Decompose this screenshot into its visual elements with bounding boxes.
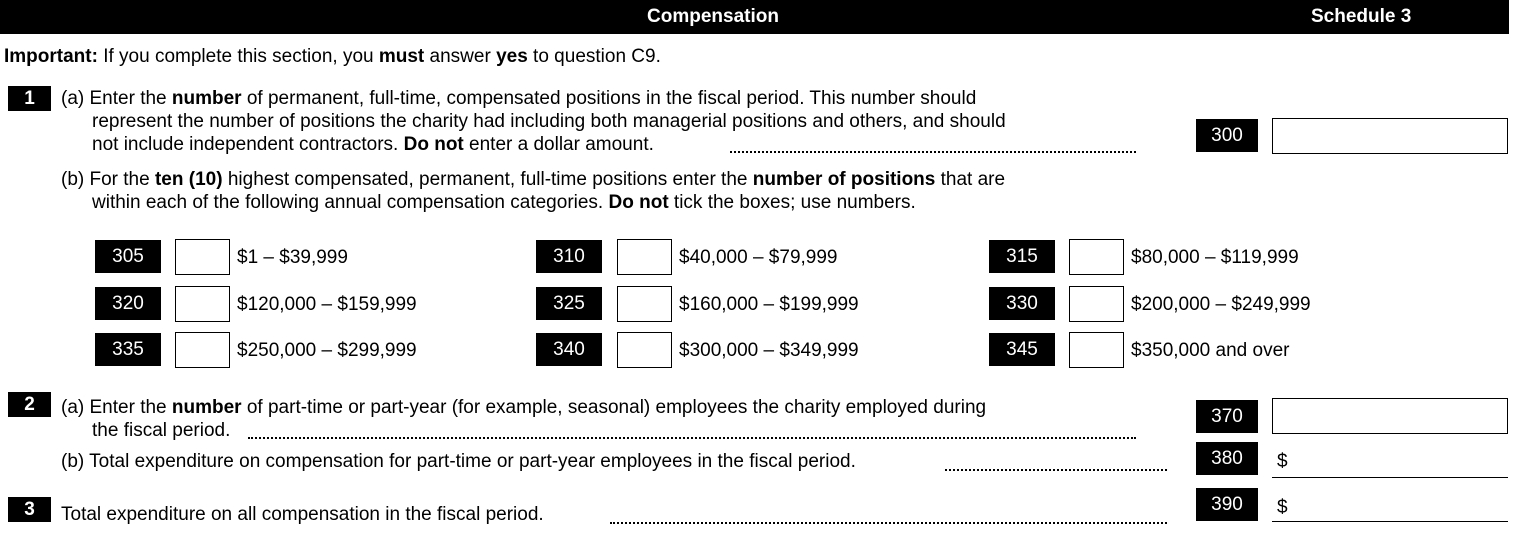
- part-time-count-input-370[interactable]: [1272, 398, 1508, 434]
- category-label-345: $350,000 and over: [1131, 340, 1290, 361]
- category-input-305[interactable]: [175, 239, 230, 275]
- category-label-335: $250,000 – $299,999: [237, 340, 417, 361]
- positions-count-input-300[interactable]: [1272, 118, 1508, 154]
- field-code-390: 390: [1196, 488, 1258, 521]
- field-code-325: 325: [536, 287, 602, 320]
- field-code-320: 320: [95, 287, 161, 320]
- leader-dots: [248, 437, 1136, 439]
- field-code-315: 315: [989, 240, 1055, 273]
- category-input-340[interactable]: [617, 332, 672, 368]
- important-notice: Important: If you complete this section, you must answer yes to question C9.: [4, 46, 661, 67]
- q1a-line-3: not include independent contractors. Do not enter a dollar amount.: [92, 134, 654, 155]
- category-input-330[interactable]: [1069, 286, 1124, 322]
- category-input-310[interactable]: [617, 239, 672, 275]
- leader-dots: [730, 151, 1136, 153]
- field-code-330: 330: [989, 287, 1055, 320]
- q3-text: Total expenditure on all compensation in the fiscal period.: [61, 504, 544, 525]
- field-code-370: 370: [1196, 400, 1258, 433]
- field-code-345: 345: [989, 333, 1055, 366]
- category-label-340: $300,000 – $349,999: [679, 340, 859, 361]
- section-header-bar: [0, 0, 1509, 34]
- question-2-badge: 2: [8, 392, 51, 417]
- category-label-320: $120,000 – $159,999: [237, 294, 417, 315]
- category-input-315[interactable]: [1069, 239, 1124, 275]
- currency-symbol: $: [1277, 497, 1288, 518]
- category-label-325: $160,000 – $199,999: [679, 294, 859, 315]
- category-input-320[interactable]: [175, 286, 230, 322]
- question-3-badge: 3: [8, 497, 51, 522]
- category-input-325[interactable]: [617, 286, 672, 322]
- field-code-335: 335: [95, 333, 161, 366]
- q1b-line-1: (b) For the ten (10) highest compensated, permanent, full-time positions enter the number of positions that are: [61, 169, 1006, 190]
- category-label-310: $40,000 – $79,999: [679, 247, 838, 268]
- section-title: Compensation: [647, 6, 779, 27]
- q2a-line-2: the fiscal period.: [92, 420, 231, 441]
- field-code-305: 305: [95, 240, 161, 273]
- part-time-expenditure-input-380[interactable]: [1272, 477, 1508, 478]
- q1a-line-2: represent the number of positions the charity had including both managerial positions and others, and should: [92, 111, 1006, 132]
- q1a-line-1: (a) Enter the number of permanent, full-time, compensated positions in the fiscal period. This number should: [61, 88, 977, 109]
- q2b-text: (b) Total expenditure on compensation for part-time or part-year employees in the fiscal period.: [61, 451, 856, 472]
- field-code-300: 300: [1196, 119, 1258, 152]
- category-label-330: $200,000 – $249,999: [1131, 294, 1311, 315]
- leader-dots: [945, 469, 1167, 471]
- category-input-335[interactable]: [175, 332, 230, 368]
- q1b-line-2: within each of the following annual compensation categories. Do not tick the boxes; use numbers.: [92, 192, 916, 213]
- leader-dots: [610, 522, 1167, 524]
- currency-symbol: $: [1277, 451, 1288, 472]
- field-code-340: 340: [536, 333, 602, 366]
- category-label-315: $80,000 – $119,999: [1131, 247, 1299, 268]
- category-input-345[interactable]: [1069, 332, 1124, 368]
- category-label-305: $1 – $39,999: [237, 247, 348, 268]
- q2a-line-1: (a) Enter the number of part-time or part-year (for example, seasonal) employees the charity employed during: [61, 397, 987, 418]
- field-code-310: 310: [536, 240, 602, 273]
- field-code-380: 380: [1196, 442, 1258, 475]
- schedule-label: Schedule 3: [1311, 6, 1412, 27]
- question-1-badge: 1: [8, 86, 51, 111]
- total-expenditure-input-390[interactable]: [1272, 521, 1508, 522]
